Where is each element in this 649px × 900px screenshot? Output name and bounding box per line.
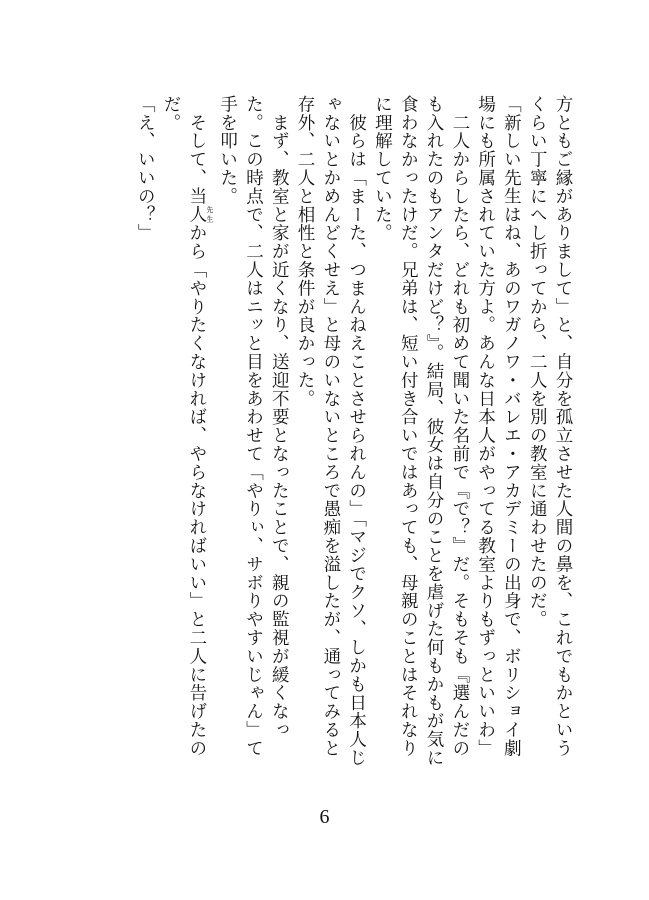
- paragraph: 彼らは「まーた、つまんねえことさせられんの」「マジでクソ、しかも日本人じゃないとかめんどくせえ」と母のいないところで愚痴を溢したが、通ってみると存外、二人と相性と条件が良かった。: [295, 95, 367, 768]
- ruby-paragraph-before: そして、当: [186, 95, 207, 206]
- paragraph: 「新しい先生はね、あのワガノワ・バレエ・アカデミーの出身で、ボリショイ劇場にも所属されていた方よ。あんな日本人がやってる教室よりもずっといいわ」: [475, 95, 522, 758]
- paragraph: 二人からしたら、どれも初めて聞いた名前で『で？』だ。そもそも『選んだのも入れたのもアンタだけど？』。結局、彼女は自分のことを虐げた何もかもが気に食わなかったけだ。兄弟は、短い付き合いではあっても、母親のことはそれなりに理解していた。: [372, 95, 470, 768]
- paragraph: 方ともご縁がありまして」と、自分を孤立させた人間の鼻を、これでもかというくらい丁寧にへし折ってから、二人を別の教室に通わせたのだ。: [527, 95, 573, 758]
- ruby-annotation: [186, 205, 214, 224]
- ruby-text: 先生: [205, 205, 214, 224]
- paragraph: 「え、いいの？」: [135, 95, 156, 243]
- vertical-text-body: [135, 95, 575, 775]
- paragraph: まず、教室と家が近くなり、送迎不要となったことで、親の監視が緩くなった。この時点で、二人はニッと目をあわせて「やりぃ、サボりやすいじゃん」て手を叩いた。: [217, 95, 290, 758]
- ruby-paragraph-after: から「やりたくなければ、やらなければいい」と二人に告げたのだ。: [161, 95, 207, 758]
- paragraph-with-ruby: [157, 95, 214, 775]
- page-number: 6: [319, 806, 330, 828]
- ruby-base: 人: [186, 205, 207, 224]
